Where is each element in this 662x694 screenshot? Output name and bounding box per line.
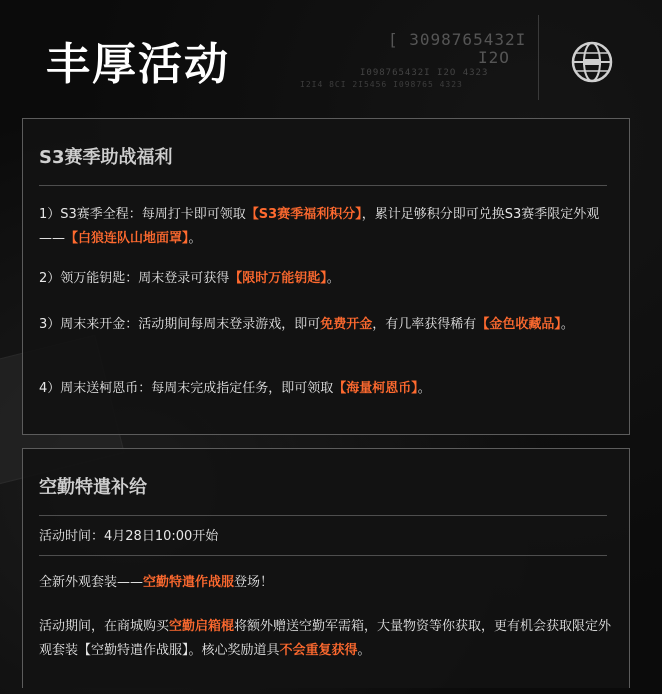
text: 3）周末来开金：活动期间每周末登录游戏，即可 xyxy=(39,317,321,332)
highlight-text: 【限时万能钥匙】 xyxy=(229,271,327,286)
air-support-supply-card xyxy=(22,448,630,688)
text: ，累计足够积分即可兑换S3赛季限定外观—— xyxy=(39,207,600,246)
text: 。 xyxy=(326,271,340,286)
decorative-code-text: [ 3098765432I xyxy=(388,30,527,49)
new-outfit-line xyxy=(39,571,617,595)
highlight-text: 免费开金 xyxy=(320,317,373,332)
text: 。 xyxy=(188,231,202,246)
text: 登场！ xyxy=(234,575,274,590)
highlight-text: 【S3赛季福利积分】 xyxy=(245,207,362,222)
globe-icon xyxy=(570,40,614,84)
text: 4）周末送柯恩币：每周末完成指定任务，即可领取 xyxy=(39,381,334,396)
text: 2）领万能钥匙：周末登录可获得 xyxy=(39,271,230,286)
highlight-text: 空勤启箱棍 xyxy=(169,619,235,634)
text: 全新外观套装—— xyxy=(39,575,144,590)
benefit-item-1 xyxy=(39,203,617,251)
page-title: 丰厚活动 xyxy=(46,39,230,90)
s3-season-benefits-card xyxy=(22,118,630,435)
highlight-text: 不会重复获得 xyxy=(279,643,358,658)
decorative-divider xyxy=(538,15,539,100)
text: 。 xyxy=(357,643,371,658)
highlight-text: 【金色收藏品】 xyxy=(476,317,561,332)
card-title: S3赛季助战福利 xyxy=(39,147,173,168)
highlight-text: 【海量柯恩币】 xyxy=(333,381,418,396)
divider xyxy=(39,555,607,556)
highlight-text: 空勤特遣作战服 xyxy=(143,575,235,590)
text: 活动期间，在商城购买 xyxy=(39,619,170,634)
benefit-item-4 xyxy=(39,377,617,401)
divider xyxy=(39,185,607,186)
text: ，有几率获得稀有 xyxy=(372,317,477,332)
card-title: 空勤特遣补给 xyxy=(39,477,147,498)
divider xyxy=(39,515,607,516)
decorative-code-text: I098765432I I2O 4323 xyxy=(360,68,489,78)
event-description xyxy=(39,615,617,663)
text: 。 xyxy=(417,381,431,396)
text: 将额外赠送空勤军需箱，大量物资等你获取，更有机会获取限定外观套装【空勤特遣作战服】。核心奖励道具 xyxy=(39,619,612,658)
event-time: 活动时间：4月28日10:00开始 xyxy=(39,529,219,544)
benefit-item-3 xyxy=(39,313,617,337)
highlight-text: 【白狼连队山地面罩】 xyxy=(65,231,189,246)
text: 。 xyxy=(560,317,574,332)
header xyxy=(0,0,662,108)
decorative-code-text: I2O xyxy=(478,48,510,67)
text: 1）S3赛季全程：每周打卡即可领取 xyxy=(39,207,246,222)
benefit-item-2 xyxy=(39,267,617,291)
decorative-code-text: I2I4 8CI 2I5456 I098765 4323 xyxy=(300,80,463,89)
